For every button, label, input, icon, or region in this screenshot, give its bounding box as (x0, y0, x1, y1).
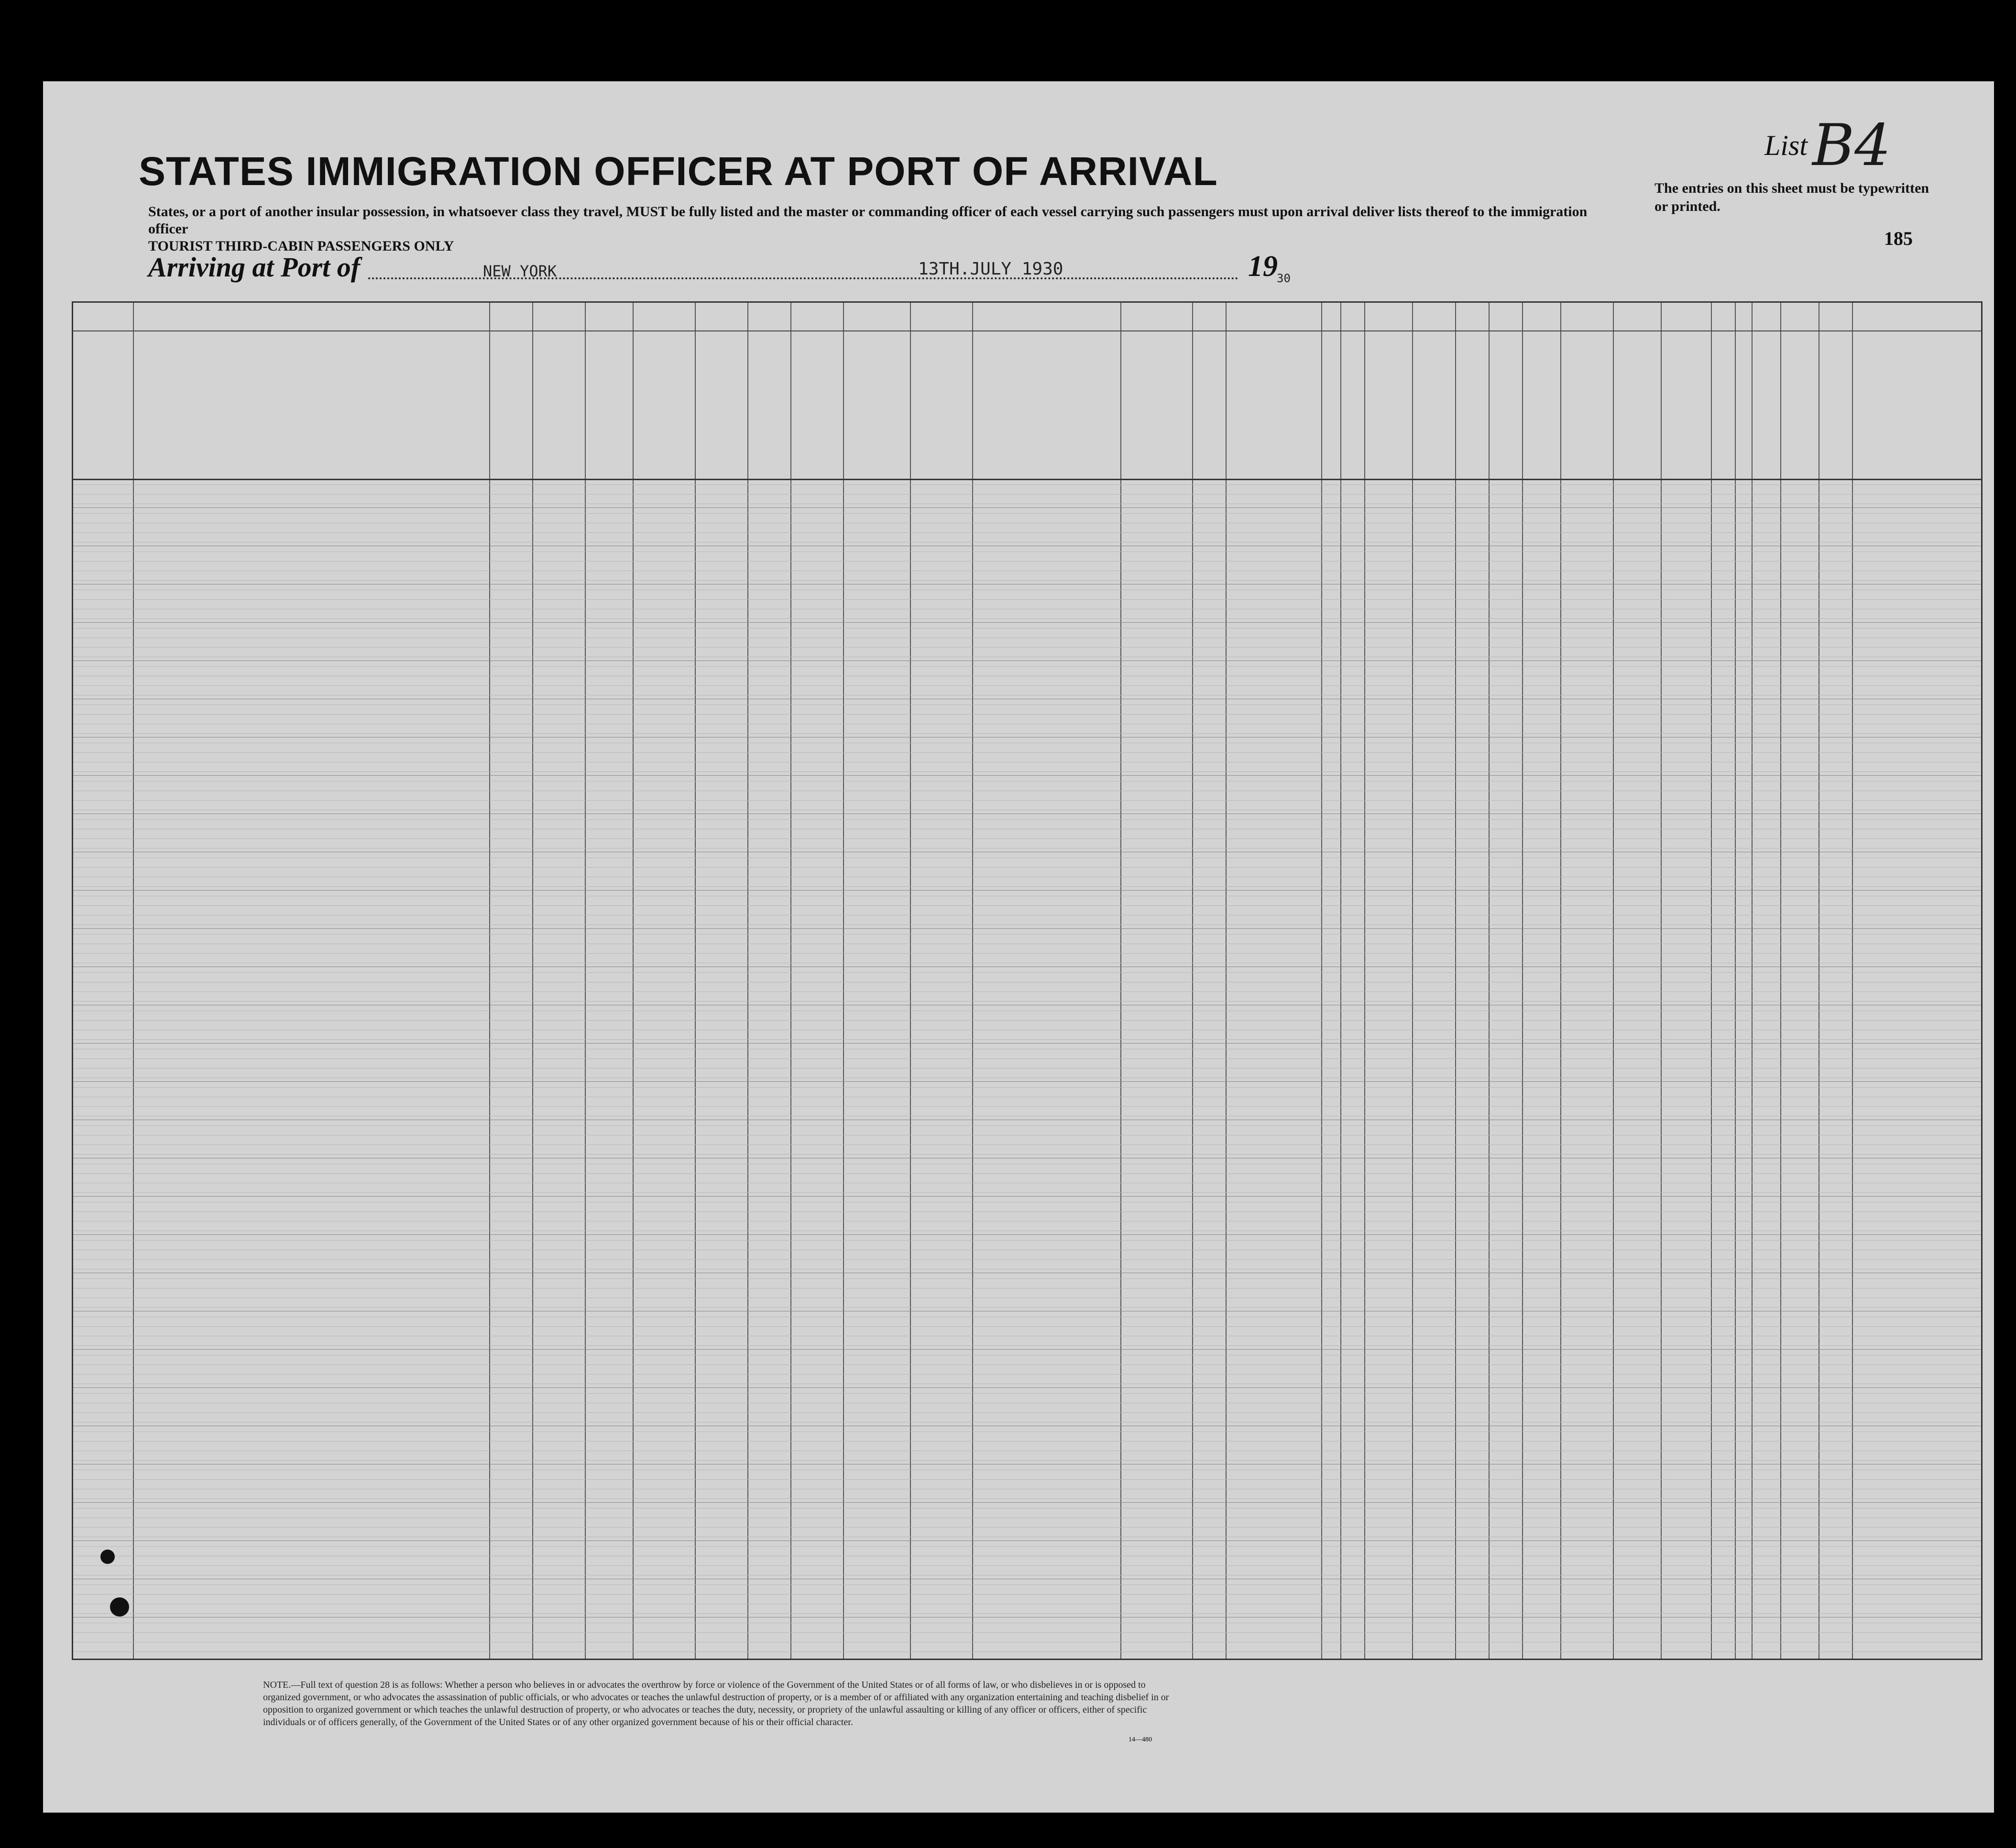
column-divider (695, 303, 696, 1659)
grid-line (73, 733, 1981, 734)
form-number: 14—480 (1129, 1736, 1152, 1743)
column-divider (489, 303, 490, 1659)
row-line (73, 1196, 1981, 1197)
row-line (73, 928, 1981, 929)
column-divider (1711, 303, 1712, 1659)
column-divider (910, 303, 911, 1659)
column-divider (1560, 303, 1561, 1659)
row-line (73, 1502, 1981, 1503)
grid-line (73, 1173, 1981, 1174)
row-line (73, 1540, 1981, 1541)
grid-line (73, 704, 1981, 705)
grid-line (73, 991, 1981, 992)
row-line (73, 775, 1981, 776)
manifest-table (72, 301, 1983, 1660)
grid-line (73, 1565, 1981, 1566)
grid-line (73, 1527, 1981, 1528)
column-divider (1613, 303, 1614, 1659)
grid-line (73, 752, 1981, 753)
grid-line (73, 771, 1981, 772)
column-divider (1340, 303, 1341, 1659)
column-divider (633, 303, 634, 1659)
subtitle (148, 203, 1631, 255)
column-divider (1321, 303, 1322, 1659)
grid-line (73, 1584, 1981, 1585)
column-divider (1120, 303, 1121, 1659)
grid-line (73, 1087, 1981, 1088)
header-bottom-line (73, 479, 1981, 480)
row-line (73, 1043, 1981, 1044)
row-line (73, 1387, 1981, 1388)
grid-line (73, 867, 1981, 868)
grid-line (73, 1613, 1981, 1614)
subtitle-text: States, or a port of another insular possession, in whatsoever class they travel, MUST be fully listed and the master or commanding officer of each vessel carrying such passengers must upon arrival deliver lists thereof to the immigration officer (148, 204, 1588, 237)
column-divider (532, 303, 533, 1659)
grid-line (73, 580, 1981, 581)
grid-line (73, 819, 1981, 820)
column-divider (843, 303, 844, 1659)
column-divider (1455, 303, 1456, 1659)
column-divider (1226, 303, 1227, 1659)
grid-line (73, 1240, 1981, 1241)
grid-line (73, 905, 1981, 906)
grid-line (73, 1106, 1981, 1107)
column-divider (790, 303, 791, 1659)
grid-line (73, 1020, 1981, 1021)
grid-line (73, 1039, 1981, 1040)
class-line: TOURIST THIRD-CABIN PASSENGERS ONLY (148, 238, 454, 254)
column-divider (1752, 303, 1753, 1659)
grid-line (73, 934, 1981, 935)
footnote: NOTE.—Full text of question 28 is as follows: Whether a person who believes in or advocates the overthrow by force or violence of the Government of the United States or of all forms of law, or who disbelieves in or is opposed to organized government, or who advocates the assassination of public officials, or who advocates or teaches the unlawful destruction of property, or is a member of or affiliated with any organization entertaining and teaching disbelief in or opposition to organized government or which teaches the unlawful destruction of property, or who advocates or teaches the duty, necessity, or propriety of the unlawful assaulting or killing of any officer or officers, either of specific individuals or of officers generally, of the Government of the United States or of any other organized government because of his or their official character. (263, 1680, 1169, 1727)
grid-line (73, 1154, 1981, 1155)
grid-line (73, 1144, 1981, 1145)
grid-line (73, 1651, 1981, 1652)
punch-hole (100, 1550, 115, 1564)
grid-line (73, 1192, 1981, 1193)
column-divider (585, 303, 586, 1659)
grid-line (73, 972, 1981, 973)
grid-line (73, 1211, 1981, 1212)
row-line (73, 1234, 1981, 1235)
grid-line (73, 1498, 1981, 1499)
column-divider (1412, 303, 1413, 1659)
grid-line (73, 1632, 1981, 1633)
grid-line (73, 685, 1981, 686)
grid-line (73, 1345, 1981, 1346)
row-line (73, 1349, 1981, 1350)
column-divider (1489, 303, 1490, 1659)
year-prefix: 19 (1248, 250, 1278, 283)
grid-line (73, 551, 1981, 552)
grid-line (73, 666, 1981, 667)
grid-line (73, 1374, 1981, 1375)
grid-line (73, 1058, 1981, 1059)
grid-line (73, 1393, 1981, 1394)
grid-line (73, 513, 1981, 514)
page-title: STATES IMMIGRATION OFFICER AT PORT OF ARRIVAL (139, 149, 1218, 194)
column-divider (1192, 303, 1193, 1659)
column-divider (133, 303, 134, 1659)
column-divider (1780, 303, 1781, 1659)
grid-line (73, 1259, 1981, 1260)
grid-line (73, 886, 1981, 887)
column-divider (1522, 303, 1523, 1659)
grid-line (73, 484, 1981, 485)
row-line (73, 660, 1981, 661)
grid-line (73, 953, 1981, 954)
grid-line (73, 924, 1981, 925)
grid-line (73, 1431, 1981, 1432)
grid-line (73, 714, 1981, 715)
grid-line (73, 599, 1981, 600)
grid-line (73, 618, 1981, 619)
arrival-date: 13TH.JULY 1930 (918, 259, 1063, 279)
port-value: NEW YORK (483, 262, 557, 280)
row-line (73, 890, 1981, 891)
grid-line (73, 647, 1981, 648)
year-suffix: 30 (1277, 272, 1291, 285)
column-divider (1735, 303, 1736, 1659)
grid-line (73, 1594, 1981, 1595)
column-divider (747, 303, 748, 1659)
arriving-label: Arriving at Port of (148, 252, 361, 283)
manifest-sheet (43, 81, 1994, 1813)
grid-line (73, 494, 1981, 495)
grid-line (73, 1307, 1981, 1308)
grid-line (73, 532, 1981, 533)
list-value: B4 (1812, 112, 1891, 179)
grid-line (73, 1326, 1981, 1327)
grid-line (73, 1412, 1981, 1413)
column-divider (1852, 303, 1853, 1659)
row-line (73, 622, 1981, 623)
grid-line (73, 1278, 1981, 1279)
grid-line (73, 1546, 1981, 1547)
grid-line (73, 1125, 1981, 1126)
punch-hole (110, 1597, 129, 1617)
row-line (73, 507, 1981, 508)
grid-line (73, 800, 1981, 801)
grid-line (73, 838, 1981, 839)
entries-note: The entries on this sheet must be typewritten or printed. (1654, 180, 1929, 214)
row-line (73, 1081, 1981, 1082)
sheet-number: 185 (1884, 228, 1913, 249)
column-divider (1661, 303, 1662, 1659)
grid-line (73, 1479, 1981, 1480)
grid-line (73, 1460, 1981, 1461)
column-divider (1364, 303, 1365, 1659)
list-label: List (1764, 130, 1808, 161)
grid-line (73, 1364, 1981, 1365)
column-divider (972, 303, 973, 1659)
header-top-line (73, 330, 1981, 331)
